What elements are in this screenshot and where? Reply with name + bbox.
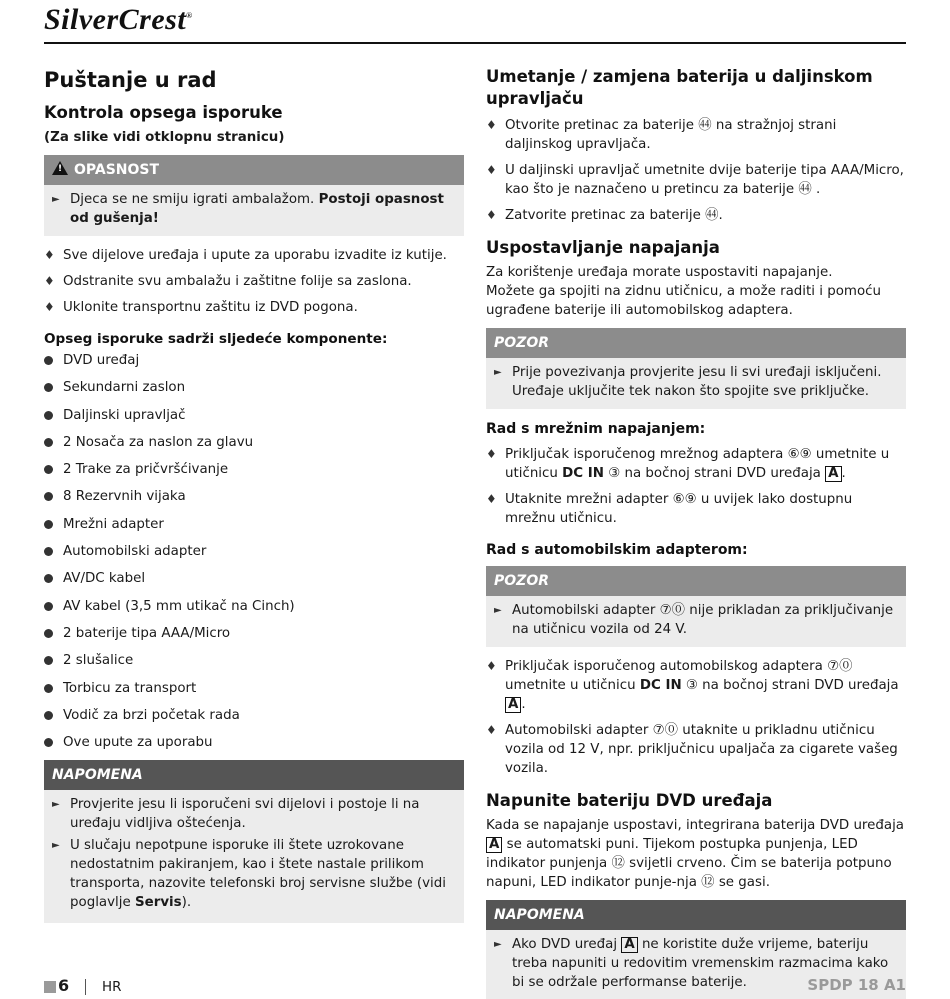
language-code: HR — [102, 980, 122, 995]
device-label-a: A — [621, 937, 637, 953]
step-item: ♦ Uklonite transportnu zaštitu iz DVD pogona. — [44, 300, 358, 315]
bullet-dot-icon — [44, 492, 53, 501]
bullet-dot-icon — [44, 465, 53, 474]
bullet-dot-icon — [44, 711, 53, 720]
list-item: 2 Nosača za naslon za glavu — [44, 433, 464, 453]
power-text: Za korištenje uređaja morate uspostaviti napajanje. Možete ga spojiti na zidnu utičnicu, a može raditi i pomoću ugrađene baterije ili automobilskog adaptera. — [486, 265, 882, 318]
section-subheading: (Za slike vidi otklopnu stranicu) — [44, 130, 285, 145]
step-item: ♦ Zatvorite pretinac za baterije ㊹. — [486, 208, 723, 223]
footer-square-icon — [44, 981, 56, 993]
section-heading-charge: Napunite bateriju DVD uređaja — [486, 791, 773, 810]
step-item: ♦ Utaknite mrežni adapter ⑥⑨ u uvijek lako dostupnu mrežnu utičnicu. — [486, 492, 853, 526]
arrow-bullet-icon: ► — [494, 939, 502, 950]
list-item: Vodič za brzi početak rada — [44, 706, 464, 726]
step-item: ♦ Odstranite svu ambalažu i zaštitne folije sa zaslona. — [44, 274, 412, 289]
diamond-bullet-icon: ♦ — [44, 248, 55, 262]
bullet-dot-icon — [44, 574, 53, 583]
diamond-bullet-icon: ♦ — [486, 723, 497, 737]
list-item: 2 slušalice — [44, 651, 464, 671]
note-item: ► Ako DVD uređaj A ne koristite duže vrijeme, bateriju treba napuniti u redovitim vremenskim razmacima kako bi se održale performanse baterije. — [494, 937, 889, 990]
step-item: ♦ Otvorite pretinac za baterije ㊹ na stražnjoj strani daljinskog upravljača. — [486, 118, 837, 152]
left-column — [44, 58, 464, 933]
section-heading-remote-battery: Umetanje / zamjena baterija u daljinskom upravljaču — [486, 67, 873, 108]
model-number: SPDP 18 A1 — [807, 976, 906, 994]
section-heading-power: Uspostavljanje napajanja — [486, 238, 720, 257]
bullet-dot-icon — [44, 629, 53, 638]
diamond-bullet-icon: ♦ — [486, 118, 497, 132]
diamond-bullet-icon: ♦ — [44, 300, 55, 314]
bullet-dot-icon — [44, 438, 53, 447]
list-item: Mrežni adapter — [44, 515, 464, 535]
list-item: DVD uređaj — [44, 351, 464, 371]
list-item: AV/DC kabel — [44, 569, 464, 589]
bullet-dot-icon — [44, 684, 53, 693]
arrow-bullet-icon: ► — [52, 840, 60, 852]
components-heading: Opseg isporuke sadrži sljedeće komponente: — [44, 331, 388, 347]
device-label-a: A — [825, 466, 841, 482]
unpack-steps — [44, 246, 464, 317]
step-item: ♦ U daljinski upravljač umetnite dvije baterije tipa AAA/Micro, kao što je naznačeno u pretincu za baterije ㊹ . — [486, 163, 904, 197]
list-item: Sekundarni zaslon — [44, 378, 464, 398]
arrow-bullet-icon: ► — [494, 367, 502, 378]
bullet-dot-icon — [44, 602, 53, 611]
note-box — [44, 760, 464, 923]
section-heading-delivery: Kontrola opsega isporuke — [44, 103, 283, 122]
arrow-bullet-icon: ► — [52, 799, 60, 811]
list-item: 2 baterije tipa AAA/Micro — [44, 624, 464, 644]
components-list — [44, 351, 464, 753]
list-item: 8 Rezervnih vijaka — [44, 487, 464, 507]
section-heading-mains: Rad s mrežnim napajanjem: — [486, 421, 706, 437]
step-item: ♦ Priključak isporučenog mrežnog adaptera ⑥⑨ umetnite u utičnicu DC IN ③ na bočnoj strani DVD uređaja A . — [486, 447, 890, 481]
bullet-dot-icon — [44, 411, 53, 420]
list-item: Daljinski upravljač — [44, 406, 464, 426]
arrow-bullet-icon: ► — [494, 605, 502, 616]
list-item: Torbicu za transport — [44, 679, 464, 699]
list-item: Automobilski adapter — [44, 542, 464, 562]
bullet-dot-icon — [44, 656, 53, 665]
diamond-bullet-icon: ♦ — [44, 274, 55, 288]
diamond-bullet-icon: ♦ — [486, 447, 497, 461]
section-heading-car: Rad s automobilskim adapterom: — [486, 542, 748, 558]
diamond-bullet-icon: ♦ — [486, 659, 497, 673]
right-column — [486, 58, 906, 999]
brand-logo: SilverCrest® — [44, 3, 193, 36]
caution-item: ► Prije povezivanja provjerite jesu li svi uređaji isključeni. Uređaje uključite tek nakon što spojite sve priključke. — [494, 365, 882, 399]
charge-text: Kada se napajanje uspostavi, integrirana baterija DVD uređaja A se automatski puni. Tijekom postupka punjenja, LED indikator punjenja ⑫ svijetli crveno. Čim se baterija potpuno napuni, LED indikator punje-nja ⑫ se gasi. — [486, 818, 905, 890]
diamond-bullet-icon: ♦ — [486, 163, 497, 177]
bullet-dot-icon — [44, 383, 53, 392]
step-item: ♦ Automobilski adapter ⑦⓪ utaknite u prikladnu utičnicu vozila od 12 V, npr. priključnicu upaljača za cigarete vašeg vozila. — [486, 723, 898, 776]
bullet-dot-icon — [44, 356, 53, 365]
list-item: Ove upute za uporabu — [44, 733, 464, 753]
step-item: ♦ Priključak isporučenog automobilskog adaptera ⑦⓪ umetnite u utičnicu DC IN ③ na bočnoj strani DVD uređaja A . — [486, 659, 899, 712]
bullet-dot-icon — [44, 520, 53, 529]
header-rule — [44, 42, 906, 44]
device-label-a: A — [486, 837, 502, 853]
danger-header: !OPASNOST — [44, 155, 464, 185]
caution-box — [486, 566, 906, 647]
caution-item: ► Automobilski adapter ⑦⓪ nije prikladan za priključivanje na utičnicu vozila od 24 V. — [494, 603, 894, 637]
list-item: AV kabel (3,5 mm utikač na Cinch) — [44, 597, 464, 617]
step-item: ♦ Sve dijelove uređaja i upute za uporabu izvadite iz kutije. — [44, 248, 447, 263]
caution-header: POZOR — [486, 566, 906, 596]
caution-header: POZOR — [486, 328, 906, 358]
bullet-dot-icon — [44, 547, 53, 556]
note-header: NAPOMENA — [44, 760, 464, 790]
page-title: Puštanje u rad — [44, 68, 217, 92]
note-header: NAPOMENA — [486, 900, 906, 930]
note-item: ► Provjerite jesu li isporučeni svi dijelovi i postoje li na uređaju vidljiva oštećenja. — [52, 797, 420, 832]
footer-divider — [85, 979, 86, 995]
danger-item: ► Djeca se ne smiju igrati ambalažom. Postoji opasnost od gušenja! — [52, 192, 444, 226]
caution-box — [486, 328, 906, 409]
note-item: ► U slučaju nepotpune isporuke ili štete uzrokovane nedostatnim pakiranjem, kao i štete nastale prilikom transporta, nazovite telefonski broj servisne službe (vidi poglavlje Servis). — [52, 838, 446, 911]
diamond-bullet-icon: ♦ — [486, 208, 497, 222]
danger-box — [44, 155, 464, 236]
diamond-bullet-icon: ♦ — [486, 492, 497, 506]
bullet-dot-icon — [44, 738, 53, 747]
arrow-bullet-icon: ► — [52, 194, 60, 205]
warning-triangle-icon — [52, 161, 68, 175]
page-number: 6 — [58, 976, 70, 995]
device-label-a: A — [505, 697, 521, 713]
list-item: 2 Trake za pričvršćivanje — [44, 460, 464, 480]
